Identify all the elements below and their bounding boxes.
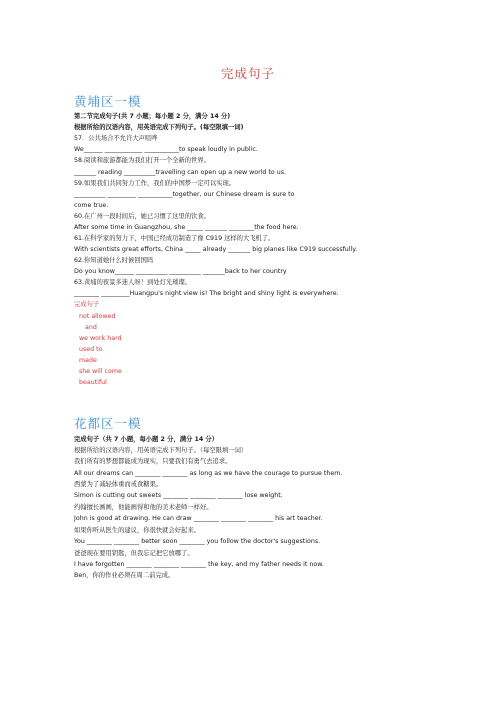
question-line: 57．公共场合不允许大声喧哗	[74, 135, 158, 142]
question-line: 爸爸现在要用钥匙，但我忘记把它放哪了。	[74, 550, 194, 557]
question-line: Ben，你的作业必须在周二前完成。	[74, 572, 175, 579]
question-line: 西蒙为了减轻体重而戒食糖果。	[74, 481, 163, 488]
answer-label: 完成句子	[74, 301, 100, 308]
answer-item: we work hard	[79, 335, 122, 342]
question-line: We______ ____________ ___________to speak loudly in public.	[74, 146, 258, 153]
section-heading-huadu: 花都区一模	[74, 416, 142, 431]
question-line: John is good at drawing. He can draw ________ ________ ________ his art teacher.	[74, 515, 323, 522]
question-line: 61.在科学家的努力下，中国已经成功制造了像 C919 这样的大飞机了。	[74, 235, 275, 242]
question-line: You ________ ________ better soon ________ you follow the doctor's suggestions.	[74, 538, 321, 545]
instruction-line: 根据所给的汉语内容，用英语完成下列句子。（每空限填一词）	[74, 447, 248, 454]
question-line: 60.在广州一段时间后，她已习惯了这里的饮食。	[74, 213, 210, 220]
instruction-line: 完成句子（共 7 小题，每小题 2 分，满分 14 分）	[74, 436, 219, 443]
question-line: 59.如果我们共同努力工作，我们的中国梦一定可以实现。	[74, 180, 236, 187]
answer-item: she will come	[79, 368, 122, 375]
question-line: 我们所有的梦想都能成为现实，只要我们有勇气去追求。	[74, 458, 232, 465]
question-line: _______ reading __________travelling can open up a new world to us.	[74, 169, 287, 176]
question-line: 63.黄埔的夜景多迷人呀！到处灯光璀璨。	[74, 279, 192, 286]
question-line: All our dreams can ________ ________ as long as we have the courage to pursue them.	[74, 470, 343, 477]
question-line: After some time in Guangzhou, she _____ _______ ________the food here.	[74, 224, 299, 231]
question-line: __________ _________ ___________together, our Chinese dream is sure to	[74, 191, 295, 198]
document-title: 完成句子	[220, 66, 275, 81]
answer-item: beautiful	[79, 379, 107, 386]
question-line: 约翰擅长画画，他能画得和他的美术老师一样好。	[74, 504, 213, 511]
question-line: I have forgotten ________ ________ ________ the key, and my father needs it now.	[74, 561, 324, 568]
question-line: Simon is cutting out sweets ________ ________ ________ lose weight.	[74, 492, 283, 499]
answer-item: made	[79, 357, 97, 364]
answer-item: and	[85, 324, 97, 331]
question-line: With scientists great efforts, China _____ already _______ big planes like C919 successfully.	[74, 246, 358, 253]
question-line: 58.阅读和旅游都能为我们打开一个全新的世界。	[74, 157, 210, 164]
instruction-line: 根据所给的汉语内容，用英语完成下列句子。(每空限填一词)	[74, 124, 244, 131]
answer-item: not allowed	[79, 313, 116, 320]
section-heading-huangpu: 黄埔区一模	[74, 94, 142, 109]
question-line: come true.	[74, 202, 109, 209]
question-line: Do you know______ __________ __________ _______back to her country	[74, 268, 287, 275]
question-line: 如果你听从医生的建议，你很快就会好起来。	[74, 527, 200, 534]
question-line: 62.你知道她什么时候回国吗	[74, 257, 154, 264]
instruction-line: 第二节完成句子(共 7 小题；每小题 2 分，满分 14 分)	[74, 113, 231, 120]
answer-item: used to	[79, 346, 103, 353]
question-line: ________ _________Huangpu's night view is! The bright and shiny light is everywhere.	[74, 290, 339, 297]
